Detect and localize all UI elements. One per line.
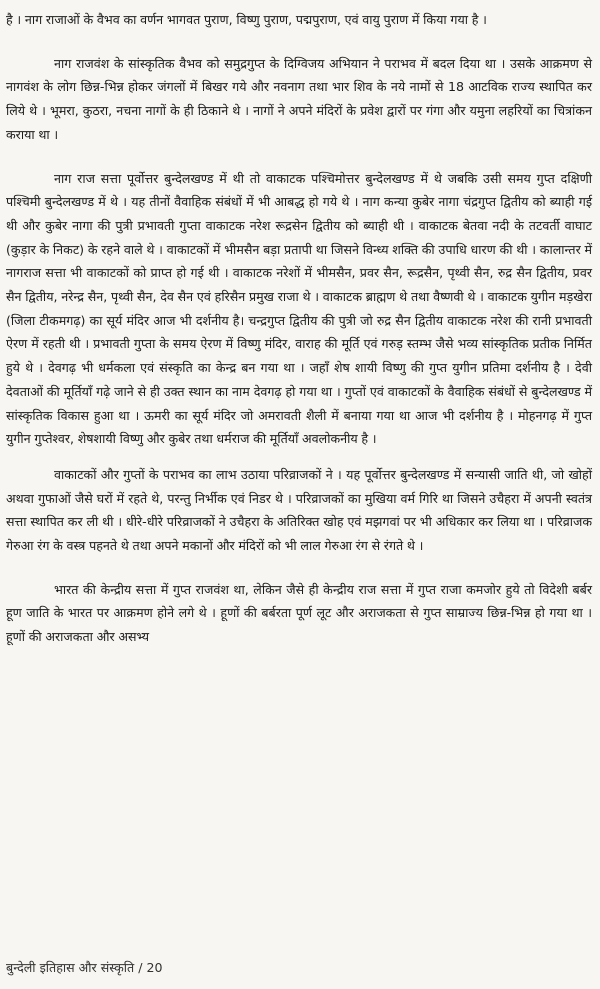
paragraph-huna: भारत की केन्द्रीय सत्ता में गुप्त राजवंश था, लेकिन जैसे ही केन्द्रीय राज सत्ता में गुप्त राजा कमजोर हुये तो विदेशी बर्बर हूण जाति के भारत पर आक्रमण होने लगे थे । हूणों की बर्बरता पूर्ण लूट और अराजकता से गुप्त साम्राज्य छिन्न-भिन्न हो गया था । हूणों की अराजकता और असभ्य — [6, 581, 592, 645]
page-footer: बुन्देली इतिहास और संस्कृति / 20 — [6, 960, 163, 975]
paragraph-naga-dynasty: नाग राजवंश के सांस्कृतिक वैभव को समुद्रगुप्त के दिग्विजय अभियान ने पराभव में बदल दिया था । उसके आक्रमण से नागवंश के लोग छिन्न-भिन्न होकर जंगलों में बिखर गये और नवनाग तथा भार शिव के नये नामों से 18 आटविक राज्य स्थापित कर लिये थे । भूमरा, कुठरा, नचना नागों के ही ठिकाने थे । नागों ने अपने मंदिरों के प्रवेश द्वारों पर गंगा और यमुना लहरियों का चित्रांकन कराया था । — [6, 55, 592, 142]
body-text — [6, 8, 592, 649]
paragraph-parivrajaka: वाकाटकों और गुप्तों के पराभव का लाभ उठाया परिव्राजकों ने । यह पूर्वोत्तर बुन्देलखण्ड में सन्यासी जाति थी, जो खोहों अथवा गुफाओं जैसे घरों में रहते थे, परन्तु निर्भीक एवं निडर थे । परिव्राजकों का मुखिया वर्म गिरि था जिसने उचैहरा में अपनी स्वतंत्र सत्ता स्थापित कर ली थी । धीरे-धीरे परिव्राजकों ने उचैहरा के अतिरिक्त खोह एवं मझगवां पर भी अधिकार कर लिया था । परिव्राजक गेरुआ रंग के वस्त्र पहनते थे तथा अपने मकानों और मंदिरों को भी लाल गेरुआ रंग से रंगते थे । — [6, 466, 592, 554]
paragraph-continuation: है । नाग राजाओं के वैभव का वर्णन भागवत पुराण, विष्णु पुराण, पद्मपुराण, एवं वायु पुराण में किया गया है । — [6, 12, 487, 27]
paragraph-vakataka: नाग राज सत्ता पूर्वोत्तर बुन्देलखण्ड में थी तो वाकाटक पश्चिमोत्तर बुन्देलखण्ड में थे जबकि उसी समय गुप्त दक्षिणी पश्चिमी बुन्देलखण्ड में थे । यह तीनों वैवाहिक संबंधों में भी आबद्ध हो गये थे । नाग कन्या कुबेर नागा चंद्रगुप्त द्वितीय को ब्याही गई थी और कुबेर नागा की पुत्री प्रभावती गुप्ता वाकाटक नरेश रूद्रसेन द्वितीय को ब्याही थी । वाकाटक बेतवा नदी के तटवर्ती वाघाट (कुड़ार के निकट) के रहने वाले थे । वाकाटकों में भीमसैन बड़ा प्रतापी था जिसने विन्ध्य शक्ति की उपाधि धारण की थी । कालान्तर में नागराज सत्ता भी वाकाटकों को प्राप्त हो गई थी । वाकाटक नरेशों में भीमसैन, प्रवर सैन, रूद्रसैन, पृथ्वी सैन, रुद्र सैन द्वितीय, प्रवर सैन द्वितीय, नरेन्द्र सैन, पृथ्वी सैन, देव सैन एवं हरिसैन प्रमुख राजा थे । वाकाटक ब्राह्मण थे तथा वैष्णवी थे । वाकाटक युगीन मड़खेरा (जिला टीकमगढ़) का सूर्य मंदिर आज भी दर्शनीय है। चन्द्रगुप्त द्वितीय की पुत्री जो रुद्र सैन द्वितीय वाकाटक नरेश की रानी प्रभावती ऐरण में रहती थी । प्रभावती गुप्ता के समय ऐरण में विष्णु मंदिर, वाराह की मूर्ति एवं गरुड़ स्तम्भ जैसे भव्य सांस्कृतिक प्रतीक निर्मित हुये थे । देवगढ़ भी धर्मकला एवं संस्कृति का केन्द्र बन गया था । जहाँ शेष शायी विष्णु की गुप्त युगीन प्रतिमा दर्शनीय है । देवी देवताओं की मूर्तियाँ गढ़े जाने से ही उक्त स्थान का नाम देवगढ़ हो गया था । गुप्तों एवं वाकाटकों के वैवाहिक संबंधों से बुन्देलखण्ड में सांस्कृतिक विकास हुआ था । ऊमरी का सूर्य मंदिर जो अमरावती शैली में बनाया गया था आज भी दर्शनीय है । मोहनगढ़ में गुप्त युगीन गुप्तेश्वर, शेषशायी विष्णु और कुबेर तथा धर्मराज की मूर्तियाँ अवलोकनीय है । — [6, 170, 592, 447]
